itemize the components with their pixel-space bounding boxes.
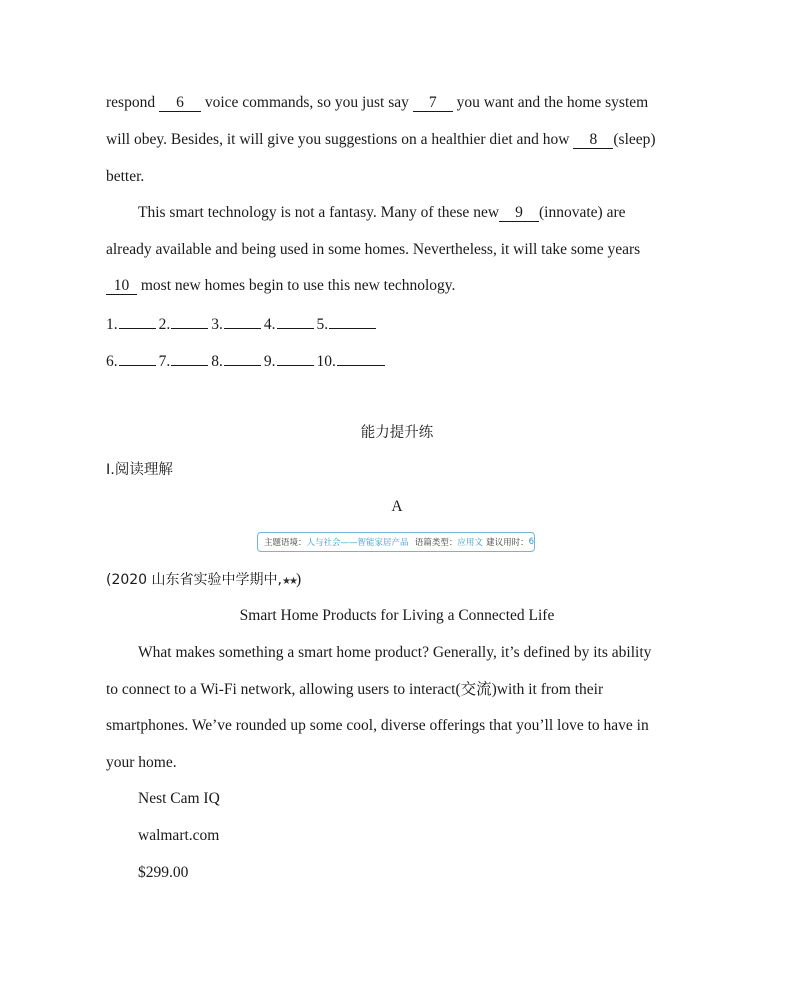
passage-text: (sleep)	[613, 131, 656, 148]
passage-text: (innovate) are	[539, 204, 626, 221]
answer-number: 9.	[263, 353, 276, 370]
answer-number: 7.	[158, 353, 171, 370]
genre-label: 语篇类型：	[414, 538, 458, 548]
source-text: (2020 山东省实验中学期中,	[106, 572, 282, 588]
answer-blank-10: 10	[106, 277, 137, 295]
answer-line	[171, 350, 208, 366]
answer-blank-8: 8	[573, 131, 613, 149]
answer-number: 8.	[211, 353, 223, 370]
passage-line-3: better.	[106, 168, 145, 185]
passage-line-2	[106, 130, 656, 150]
answer-number: 5.	[316, 316, 329, 333]
part-heading: Ⅰ.阅读理解	[106, 462, 173, 478]
topic-info-bar	[257, 532, 535, 552]
answer-blank-7: 7	[413, 94, 453, 112]
passage-line-1	[106, 93, 648, 113]
answer-line	[277, 313, 314, 329]
answer-line	[224, 313, 261, 329]
answer-row-2	[106, 350, 388, 372]
difficulty-stars-icon: ★★	[282, 576, 296, 587]
passage-text: voice commands, so you just say	[200, 94, 413, 111]
article-line-1: What makes something a smart home product? Generally, it’s defined by its ability	[138, 644, 652, 661]
source-line	[106, 570, 301, 592]
passage-text: will obey. Besides, it will give you suggestions on a healthier diet and how	[106, 131, 574, 148]
passage-text: This smart technology is not a fantasy. Many of these new	[138, 204, 500, 221]
theme-value: 人与社会——智能家居产品	[306, 538, 409, 548]
answer-line	[329, 313, 376, 329]
product-name: Nest Cam IQ	[138, 790, 220, 807]
source-suffix: )	[295, 571, 302, 588]
answer-row-1	[106, 313, 379, 335]
answer-line	[337, 350, 385, 366]
passage-letter: A	[391, 498, 403, 515]
answer-number: 4.	[263, 316, 276, 333]
answer-number: 1.	[106, 316, 118, 333]
theme-label: 主题语境：	[264, 538, 307, 548]
passage-line-5: already available and being used in some homes. Nevertheless, it will take some years	[106, 241, 641, 258]
article-title: Smart Home Products for Living a Connected Life	[239, 607, 555, 624]
answer-blank-6: 6	[159, 94, 201, 112]
answer-line	[277, 350, 314, 366]
product-site: walmart.com	[138, 827, 220, 844]
article-line-2: to connect to a Wi-Fi network, allowing users to interact(交流)with it from their	[106, 681, 604, 698]
time-label: 建议用时：	[486, 538, 529, 548]
answer-line	[171, 313, 208, 329]
answer-line	[224, 350, 261, 366]
answer-blank-9: 9	[499, 204, 539, 222]
article-line-4: your home.	[106, 754, 177, 771]
answer-number: 6.	[106, 353, 118, 370]
answer-number: 10.	[316, 353, 336, 370]
passage-line-4	[138, 203, 626, 223]
time-value: 6	[528, 537, 534, 547]
answer-line	[119, 350, 156, 366]
passage-text: respond	[106, 94, 159, 111]
passage-line-6	[106, 276, 455, 296]
passage-text: most new homes begin to use this new technology.	[137, 277, 456, 294]
answer-number: 2.	[158, 316, 171, 333]
answer-line	[119, 313, 156, 329]
product-price: $299.00	[138, 864, 189, 881]
passage-text: you want and the home system	[452, 94, 649, 111]
article-line-3: smartphones. We’ve rounded up some cool, diverse offerings that you’ll love to have in	[106, 717, 649, 734]
genre-value: 应用文	[457, 538, 483, 548]
section-heading: 能力提升练	[360, 425, 434, 441]
answer-number: 3.	[211, 316, 223, 333]
